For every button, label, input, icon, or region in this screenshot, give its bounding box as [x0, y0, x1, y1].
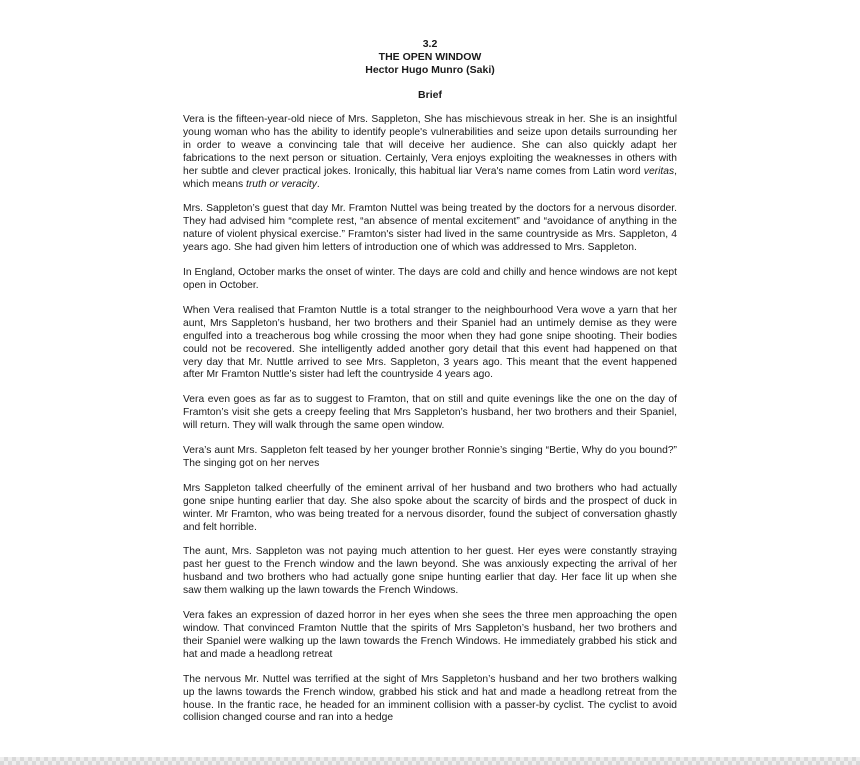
- paragraph-2: Mrs. Sappleton’s guest that day Mr. Framton Nuttel was being treated by the doctors for a nervous disorder. They had advised him “complete rest, “an absence of mental excitement” and “avoidance of anything in the nature of violent physical exercise.” Framton's sister had lived in the same countryside as Mrs. Sappleton, 4 years ago. She had given him letters of introduction one of which was addressed to Mrs. Sappleton.: [183, 203, 677, 254]
- paragraph-1: [183, 114, 677, 191]
- paragraph-3: In England, October marks the onset of winter. The days are cold and chilly and hence windows are not kept open in October.: [183, 267, 677, 291]
- chapter-number: 3.2: [422, 38, 438, 50]
- author-name: Hector Hugo Munro (Saki): [365, 64, 495, 76]
- document-page: [183, 38, 677, 737]
- story-title: THE OPEN WINDOW: [378, 51, 482, 63]
- paragraph-1-emphasis-truth: truth or veracity: [245, 178, 317, 190]
- paragraph-1-text-mid: , which means: [183, 165, 677, 190]
- paragraph-1-emphasis-veritas: veritas: [643, 165, 675, 177]
- paragraph-8: The aunt, Mrs. Sappleton was not paying much attention to her guest. Her eyes were constantly straying past her guest to the French window and the lawn beyond. She was anxiously expecting the arrival of her husband and two brothers who had actually gone snipe hunting earlier that day. Her face lit up when she saw them walking up the lawn towards the French Windows.: [183, 546, 677, 597]
- paragraph-5: Vera even goes as far as to suggest to Framton, that on still and quite evenings like the one on the day of Framton’s visit she gets a creepy feeling that Mrs Sappleton’s husband, her two brothers and their Spaniel, will return. They will walk through the same open window.: [183, 394, 677, 432]
- paragraph-4: When Vera realised that Framton Nuttle is a total stranger to the neighbourhood Vera wove a yarn that her aunt, Mrs Sappleton’s husband, her two brothers and their Spaniel had an untimely demise as they were engulfed into a treacherous bog while crossing the moor when they had gone snipe shooting. Their bodies could not be recovered. She intelligently added another gory detail that this event had happened on that very day that Mr. Nuttle arrived to see Mrs. Sappleton, 3 years ago. This meant that the event happened after Mr Framton Nuttle’s sister had left the countryside 4 years ago.: [183, 304, 677, 381]
- paragraph-7: Mrs Sappleton talked cheerfully of the eminent arrival of her husband and two brothers who had actually gone snipe hunting earlier that day. She also spoke about the scarcity of birds and the prospect of duck in winter. Mr Framton, who was being treated for a nervous disorder, found the subject of conversation ghastly and felt horrible.: [183, 482, 677, 533]
- section-title: Brief: [418, 89, 442, 101]
- document-heading: [183, 38, 677, 77]
- transparency-checker-strip: [0, 757, 860, 765]
- paragraph-6: Vera’s aunt Mrs. Sappleton felt teased by her younger brother Ronnie’s singing “Bertie, Why do you bound?” The singing got on her nerves: [183, 445, 677, 469]
- paragraph-9: Vera fakes an expression of dazed horror in her eyes when she sees the three men approaching the open window. That convinced Framton Nuttle that the spirits of Mrs Sappleton’s husband, her two brothers and their Spaniel were walking up the lawn towards the French Windows. He immediately grabbed his stick and hat and made a headlong retreat: [183, 610, 677, 660]
- paragraph-10: The nervous Mr. Nuttel was terrified at the sight of Mrs Sappleton’s husband and her two brothers walking up the lawns towards the French window, grabbed his stick and hat and made a headlong retreat from the house. In the frantic race, he headed for an imminent collision with a passer-by cyclist. The cyclist to avoid collision changed course and ran into a hedge: [183, 673, 677, 724]
- paragraph-1-text-end: .: [316, 178, 320, 190]
- paragraph-1-text: Vera is the fifteen-year-old niece of Mrs. Sappleton, She has mischievous streak in her. She is an insightful young woman who has the ability to identify people's vulnerabilities and seize upon details surrounding her in order to weave a convincing tale that will deceive her audience. She can also quickly adapt her fabrications to the next person or situation. Certainly, Vera enjoys exploiting the weaknesses in others with her subtle and clever practical jokes. Ironically, this habitual liar Vera's name comes from Latin word: [183, 114, 677, 177]
